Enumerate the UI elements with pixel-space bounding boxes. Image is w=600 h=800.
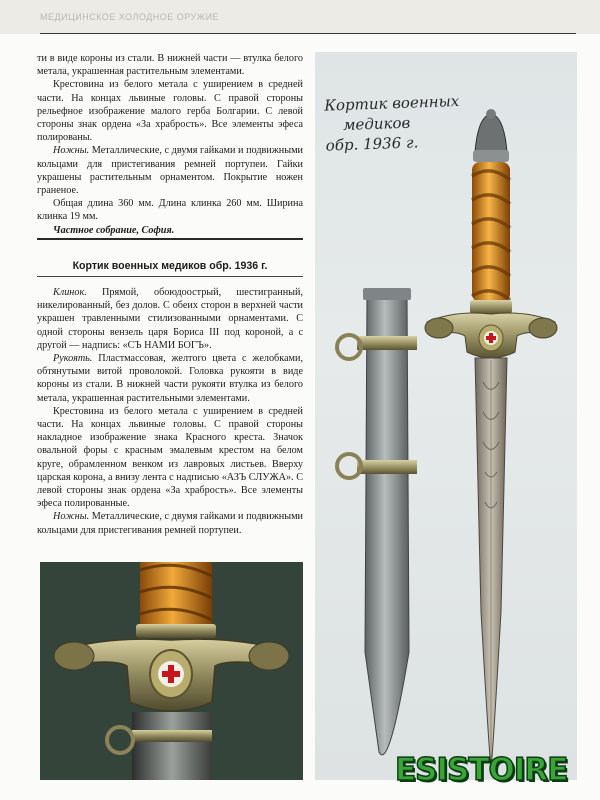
section-text bbox=[37, 286, 303, 537]
caption-line: Кортик военных bbox=[324, 91, 460, 115]
watermark-logo-text: ESISTOIRE bbox=[395, 752, 568, 788]
paragraph: ти в виде короны из стали. В нижней части — втулка белого метала, украшенная растительным элементами. bbox=[37, 53, 303, 78]
watermark-logo bbox=[395, 752, 595, 792]
paragraph: Крестовина из белого метала с уширением в средней части. На концах львиные головы. С правой стороны накладное изображение знака Красного креста. Значок овальной форы с красным эмалевым крестом на белом круге, обрамленном венком из лавровых листьев. Вверху царская корона, а внизу лента с надписью «АЗЪ СЛУЖА». С левой стороны знак ордена «За храбрость». Все элементы эфеса полированные. bbox=[37, 405, 303, 510]
paragraph: Общая длина 360 мм. Длина клинка 260 мм. Ширина клинка 19 мм. bbox=[37, 198, 303, 223]
paragraph bbox=[37, 352, 303, 405]
dirk-and-scabbard-illustration bbox=[315, 52, 577, 780]
paragraph: Крестовина из белого метала с уширением в средней части. На концах львиные головы. С правой стороны рельефное изображение малого герба Болгарии. С левой стороны знак ордена «За храбрость». Все элементы эфеса полированы. bbox=[37, 79, 303, 144]
paragraph-label: Ножны. bbox=[53, 145, 90, 157]
paragraph-label: Клинок. bbox=[53, 287, 87, 298]
hilt-detail-photo bbox=[40, 562, 303, 780]
dirk-photo bbox=[315, 52, 577, 780]
running-head: МЕДИЦИНСКОЕ ХОЛОДНОЕ ОРУЖИЕ bbox=[40, 12, 220, 22]
paragraph-text: Металлические, с двумя гайками и подвижными кольцами для пристегивания ремней портупеи. Гайки украшены растительным орнаментом. Покрытие ножен граненое. bbox=[37, 145, 303, 197]
paragraph-text: Пластмассовая, желтого цвета с желобками, обтянутыми витой проволокой. Головка рукояти в виде короны из стали. В нижней части рукояти втулка из белого метала, украшенная растительными элементами. bbox=[37, 353, 303, 404]
page-header bbox=[0, 0, 600, 34]
caption-line: обр. 1936 г. bbox=[325, 133, 419, 155]
paragraph-label: Рукоять. bbox=[53, 353, 93, 365]
hilt-detail-illustration bbox=[40, 562, 303, 780]
section-divider bbox=[37, 238, 303, 240]
section-title: Кортик военных медиков обр. 1936 г. bbox=[72, 260, 268, 272]
paragraph-text: Прямой, обоюдоострый, шестигранный, никелированный, без долов. С обеих сторон в верхней части украшен травленными стилизованными орнаментами. С одной стороны вензель царя Бориса III под короной, а с другой — надпись: «СЪ НАМИ БОГЪ». bbox=[37, 287, 303, 351]
source-note: Частное собрание, София. bbox=[53, 224, 175, 236]
paragraph bbox=[37, 144, 303, 197]
photo-caption bbox=[324, 90, 476, 155]
paragraph bbox=[37, 286, 303, 352]
paragraph-label: Ножны. bbox=[53, 511, 90, 523]
caption-line: медиков bbox=[342, 113, 411, 134]
section-title-rule bbox=[37, 276, 303, 277]
paragraph-text: Металлические, с двумя гайками и подвижными кольцами для пристегивания ремней портупеи. bbox=[37, 511, 303, 536]
header-rule bbox=[40, 33, 576, 34]
paragraph bbox=[37, 510, 303, 536]
previous-article-text bbox=[37, 52, 303, 237]
